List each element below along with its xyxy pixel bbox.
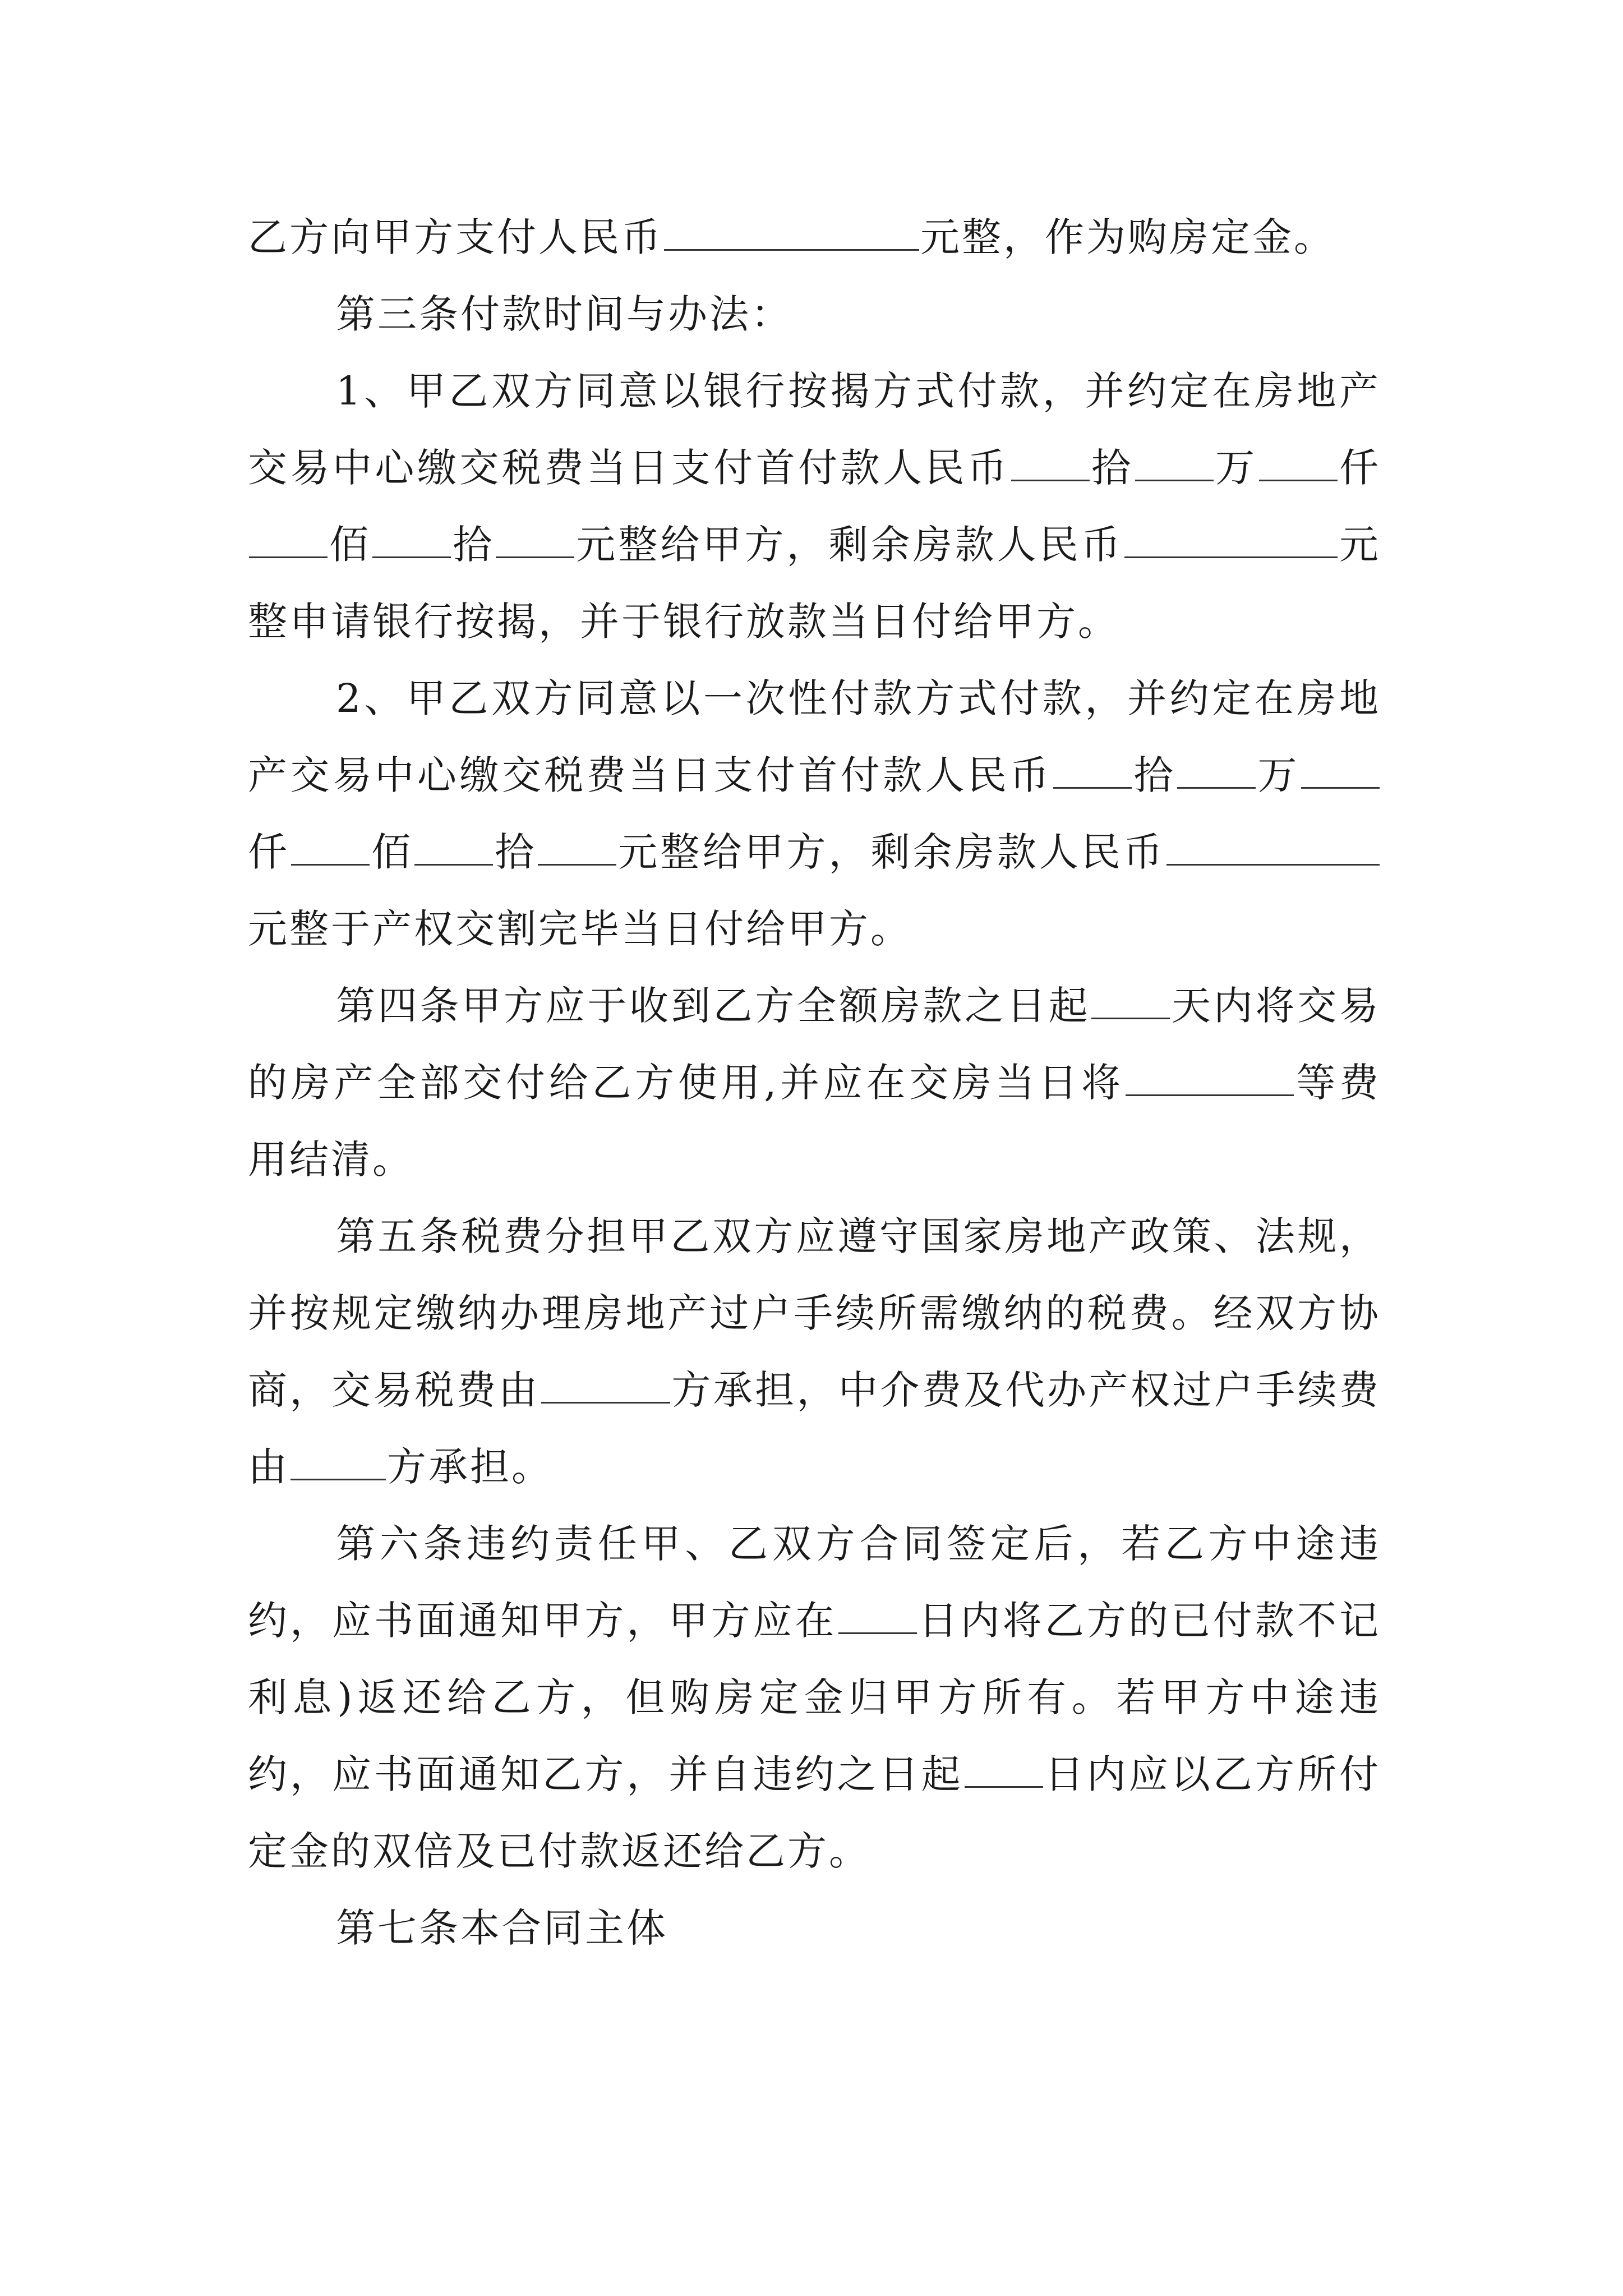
text-segment: 方承担。 — [387, 1444, 553, 1490]
text-segment: 仟 — [1338, 445, 1381, 491]
blank-line — [291, 827, 370, 866]
blank-line — [1166, 827, 1380, 866]
text-segment: 第四条甲方应于收到乙方全额房款之日起 — [336, 983, 1091, 1029]
contract-body — [248, 199, 1381, 1967]
text-segment: 第六条违约责任甲、乙双方合同签定后，若乙方中途违约，应书面通知甲方，甲方应在 — [248, 1521, 1381, 1644]
article-5 — [248, 1198, 1381, 1506]
blank-line — [1053, 750, 1132, 789]
text-segment: 拾 — [452, 522, 495, 568]
text-segment: 天内将交易的房产全部交付给乙方使用,并应在交房当日将 — [248, 983, 1381, 1106]
blank-line — [1124, 519, 1338, 558]
blank-line — [1135, 443, 1214, 481]
text-segment: 仟 — [248, 829, 291, 875]
blank-line — [1126, 1057, 1294, 1096]
text-segment: 万 — [1214, 445, 1258, 491]
article-4 — [248, 968, 1381, 1198]
article-7-heading: 第七条本合同主体 — [336, 1905, 668, 1951]
blank-line — [291, 1442, 386, 1480]
text-segment: 元整，作为购房定金。 — [920, 214, 1335, 260]
paragraph-deposit — [248, 199, 1381, 276]
blank-line — [541, 1365, 670, 1404]
text-segment: 第五条税费分担甲乙双方应遵守国家房地产政策、法规，并按规定缴纳办理房地产过户手续所需缴纳的税费。经双方协商，交易税费由 — [248, 1213, 1381, 1413]
blank-line — [372, 519, 451, 558]
blank-line — [1259, 443, 1338, 481]
text-segment: 拾 — [494, 829, 537, 875]
blank-line — [1177, 750, 1256, 789]
blank-line — [538, 827, 616, 866]
text-segment: 佰 — [371, 829, 414, 875]
blank-line — [1011, 443, 1090, 481]
text-segment: 拾 — [1133, 752, 1177, 798]
text-segment: 拾 — [1090, 445, 1134, 491]
text-segment: 元整给甲方，剩余房款人民币 — [617, 829, 1166, 875]
article-3-heading: 第三条付款时间与办法： — [336, 291, 792, 337]
blank-line — [1091, 981, 1170, 1019]
text-segment: 元整给甲方，剩余房款人民币 — [575, 522, 1123, 568]
article-6 — [248, 1506, 1381, 1890]
paragraph-mortgage-payment — [248, 353, 1381, 660]
text-segment: 方承担，中介费及代办产权过户手续费由 — [248, 1367, 1381, 1490]
paragraph-lump-sum-payment — [248, 660, 1381, 968]
text-segment: 元整于产权交割完毕当日付给甲方。 — [248, 906, 912, 952]
text-segment: 1、甲乙双方同意以银行按揭方式付款，并约定在房地产交易中心缴交税费当日支付首付款人民币 — [248, 368, 1381, 491]
text-segment: 日内应以乙方所付定金的双倍及已付款返还给乙方。 — [248, 1751, 1381, 1874]
text-segment: 等费用结清。 — [248, 1060, 1381, 1182]
blank-line — [249, 519, 328, 558]
blank-line — [414, 827, 493, 866]
blank-line — [664, 212, 919, 251]
text-segment: 元整申请银行按揭，并于银行放款当日付给甲方。 — [248, 522, 1381, 645]
blank-line — [1301, 750, 1380, 789]
blank-line — [965, 1749, 1043, 1788]
text-segment: 乙方向甲方支付人民币 — [248, 214, 663, 260]
text-segment: 万 — [1257, 752, 1301, 798]
blank-line — [496, 519, 574, 558]
blank-line — [838, 1595, 917, 1634]
text-segment: 日内将乙方的已付款不记利息)返还给乙方，但购房定金归甲方所有。若甲方中途违约，应书面通知乙方，并自违约之日起 — [248, 1598, 1381, 1797]
text-segment: 2、甲乙双方同意以一次性付款方式付款，并约定在房地产交易中心缴交税费当日支付首付款人民币 — [248, 675, 1381, 798]
text-segment: 佰 — [329, 522, 372, 568]
